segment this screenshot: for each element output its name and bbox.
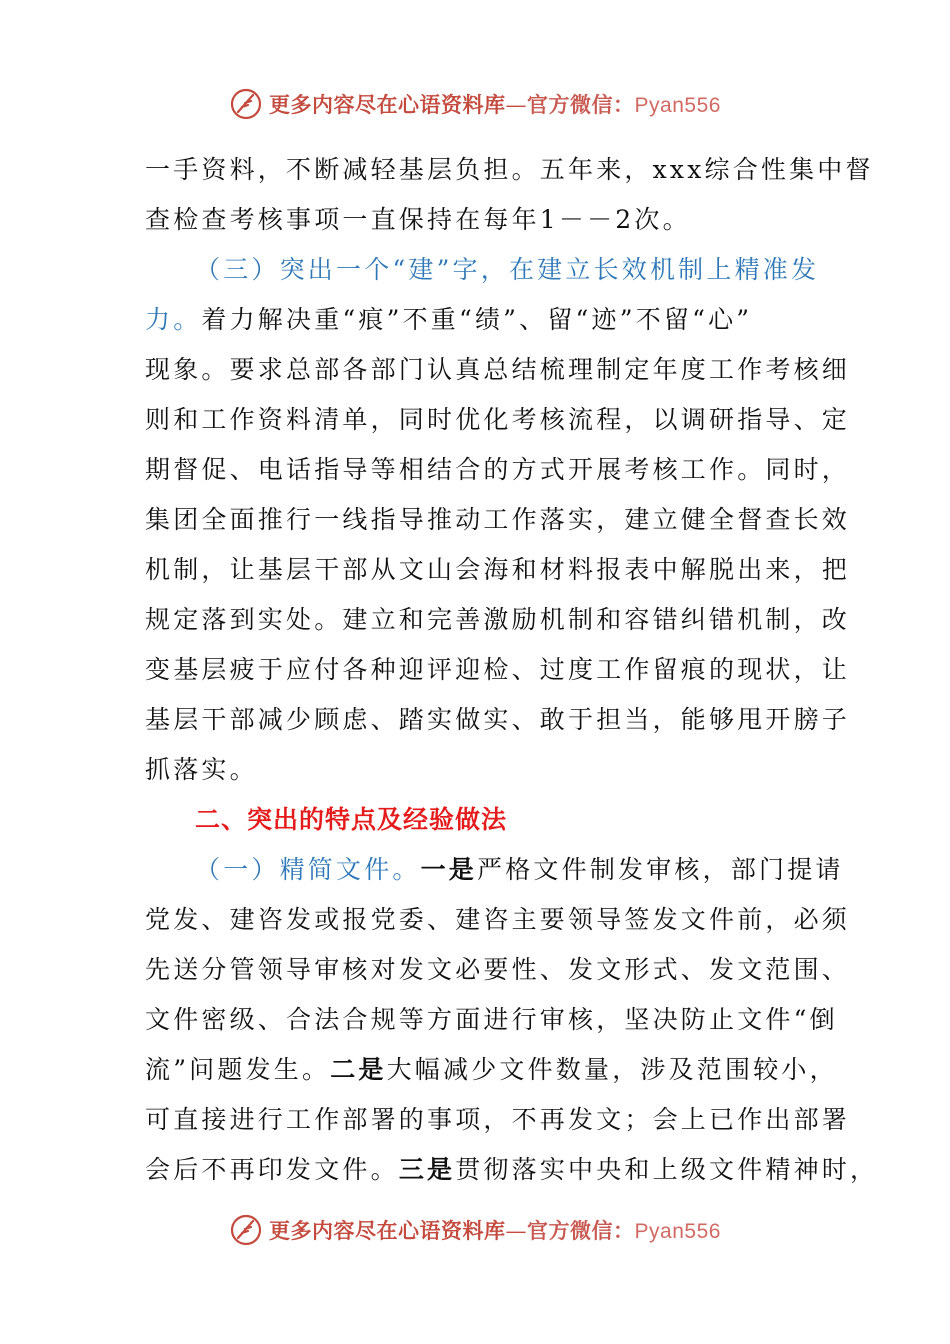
paragraph-line: 文件密级、合法合规等方面进行审核，坚决防止文件“倒 [145,1005,838,1034]
paragraph-text: 着力解决重“痕”不重“绩”、留“迹”不留“心” [201,305,753,334]
paragraph-line [145,1145,879,1195]
watermark-wechat-label: 官方微信： [527,92,635,117]
paragraph-text: 贯彻落实中央和上级文件精神时， [455,1155,879,1184]
paragraph-line: 则和工作资料清单，同时优化考核流程，以调研指导、定 [145,405,851,434]
point-label: 二是 [330,1055,387,1084]
paragraph-line: 先送分管领导审核对发文必要性、发文形式、发文范围、 [145,955,851,984]
paragraph-line [145,295,815,345]
watermark-wechat-label: 官方微信： [527,1218,635,1243]
watermark-dash: — [505,1219,528,1243]
paragraph-line: 党发、建咨发或报党委、建咨主要领导签发文件前，必须 [145,905,851,934]
paragraph-line: 现象。要求总部各部门认真总结梳理制定年度工作考核细 [145,355,851,384]
header-watermark [0,84,950,124]
paragraph-line: 抓落实。 [145,755,258,784]
paragraph-line: 一手资料，不断减轻基层负担。五年来，xxx综合性集中督 [145,155,874,184]
subsection-heading-end: 力。 [145,305,202,334]
paragraph-text: 流”问题发生。 [145,1055,331,1084]
paragraph-line: 集团全面推行一线指导推动工作落实，建立健全督查长效 [145,505,851,534]
paragraph-line [145,845,844,895]
point-label: 一是 [420,855,478,884]
watermark-wechat-id: Pyan556 [634,94,721,117]
paragraph-line [145,1045,838,1095]
paragraph-line: 期督促、电话指导等相结合的方式开展考核工作。同时， [145,455,851,484]
paragraph-line: 可直接进行工作部署的事项，不再发文；会上已作出部署 [145,1105,851,1134]
watermark-main-text: 更多内容尽在心语资料库 [269,1218,506,1243]
paragraph-line: 基层干部减少顾虑、踏实做实、敢于担当，能够甩开膀子 [145,705,851,734]
section-heading: 二、突出的特点及经验做法 [195,805,508,834]
watermark-wechat-id: Pyan556 [634,1220,721,1243]
paragraph-line: 规定落到实处。建立和完善激励机制和容错纠错机制，改 [145,605,851,634]
document-body [145,145,879,1195]
subsection-heading: （三）突出一个“建”字，在建立长效机制上精准发 [195,255,820,284]
paragraph-line: 机制，让基层干部从文山会海和材料报表中解脱出来，把 [145,555,851,584]
paragraph-line: 查检查考核事项一直保持在每年1－－2次。 [145,205,691,234]
watermark-main-text: 更多内容尽在心语资料库 [269,92,506,117]
quill-logo-icon [229,87,263,121]
subsection-heading: （一）精简文件。 [195,855,421,884]
point-label: 三是 [398,1155,456,1184]
paragraph-text: 严格文件制发审核，部门提请 [477,855,844,884]
paragraph-text: 大幅减少文件数量，涉及范围较小， [386,1055,838,1084]
paragraph-text: 会后不再印发文件。 [145,1155,399,1184]
quill-logo-icon [229,1213,263,1247]
watermark-dash: — [505,93,528,117]
footer-watermark [0,1210,950,1250]
paragraph-line: 变基层疲于应付各种迎评迎检、过度工作留痕的现状，让 [145,655,851,684]
